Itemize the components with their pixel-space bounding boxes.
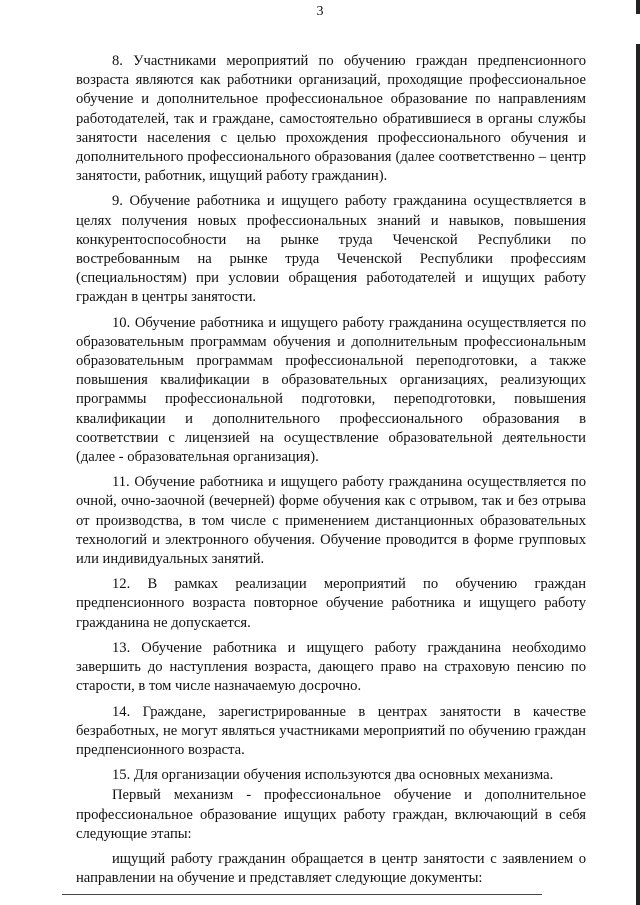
page-number: 3 <box>316 4 324 19</box>
paragraph-13: 13. Обучение работника и ищущего работу гражданина необходимо завершить до наступления возраста, дающего право на страховую пенсию по старости, в том числе назначаемую досрочно. <box>76 639 586 695</box>
scan-border-right <box>636 44 640 905</box>
paragraph-first-mechanism: Первый механизм - профессиональное обучение и дополнительное профессиональное образование ищущих работу граждан, включающий в себя следующие этапы: <box>76 787 586 842</box>
paragraph-9: 9. Обучение работника и ищущего работу гражданина осуществляется в целях получения новых профессиональных знаний и навыков, повышения конкурентоспособности на рынке труда Чеченской Республики по востребованным на рынке труда Чеченской Республики профессиям (специальностям) при условии обращения работодателей и ищущих работу граждан в центры занятости. <box>76 193 586 306</box>
scan-bottom-line <box>62 894 542 895</box>
paragraph-11: 11. Обучение работника и ищущего работу гражданина осуществляется по очной, очно-заочной (вечерней) форме обучения как с отрывом, так и без отрыва от производства, в том числе с применением дистанционных образовательных технологий и электронного обучения. Обучение проводится в форме групповых или индивидуальных занятий. <box>76 474 586 568</box>
paragraph-8: 8. Участниками мероприятий по обучению граждан предпенсионного возраста являются как работники организаций, проходящие профессиональное обучение и дополнительное профессиональное образование по направлениям работодателей, так и граждане, самостоятельно обратившиеся в органы службы занятости населения с целью прохождения профессионального обучения и дополнительного профессионального образования (далее соответственно – центр занятости, работник, ищущий работу гражданин). <box>76 53 586 185</box>
paragraph-application-step: ищущий работу гражданин обращается в центр занятости с заявлением о направлении на обучение и представляет следующие документы: <box>76 850 586 887</box>
paragraph-10: 10. Обучение работника и ищущего работу гражданина осуществляется по образовательным программам обучения и дополнительным профессиональным образовательным программам профессиональной переподготовки, а также повышения квалификации в образовательных организациях, реализующих программы профессиональной подготовки, переподготовки, повышения квалификации и дополнительного профессионального образования в соответствии с лицензией на осуществление образовательной деятельности (далее - образовательная организация). <box>76 314 586 466</box>
paragraph-15: 15. Для организации обучения используются два основных механизма. <box>112 767 554 784</box>
paragraph-12: 12. В рамках реализации мероприятий по обучению граждан предпенсионного возраста повторное обучение работника и ищущего работу гражданина не допускается. <box>76 576 586 631</box>
document-body <box>76 52 586 894</box>
paragraph-14: 14. Граждане, зарегистрированные в центрах занятости в качестве безработных, не могут являться участниками мероприятий по обучению граждан предпенсионного возраста. <box>76 703 586 758</box>
